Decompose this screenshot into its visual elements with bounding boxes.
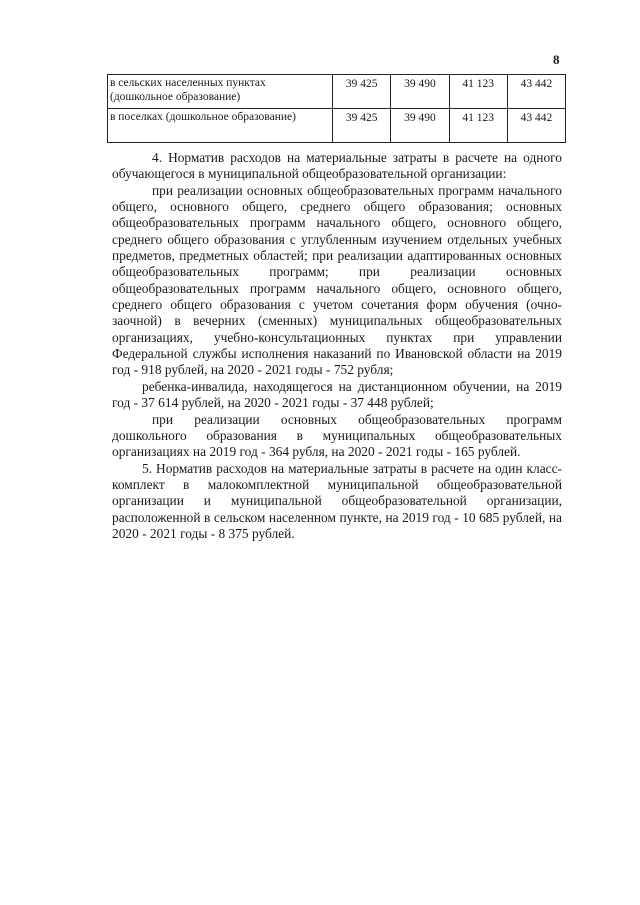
document-body: [112, 150, 562, 542]
table-cell-value: 39 425: [333, 109, 391, 143]
table-cell-label: [108, 109, 333, 143]
table-row: [108, 109, 566, 143]
table-cell-value: 43 442: [507, 75, 565, 109]
paragraph-5: 5. Норматив расходов на материальные затраты в расчете на один класс-комплект в малокомплектной муниципальной общеобразовательной организации и муниципальной общеобразовательной организации, расположенной в сельском населенном пункте, на 2019 год - 10 685 рублей, на 2020 - 2021 годы - 8 375 рублей.: [112, 460, 562, 541]
table-cell-value: 39 490: [391, 75, 449, 109]
row-label-line: (дошкольное образование): [110, 91, 241, 103]
table-cell-value: 41 123: [449, 75, 507, 109]
row-label-line: в поселках: [110, 111, 163, 123]
paragraph-4-item-3: при реализации основных общеобразовательных программ дошкольного образования в муниципальных общеобразовательных организациях на 2019 год - 364 рубля, на 2020 - 2021 годы - 165 рублей.: [112, 411, 562, 460]
row-label-line: в сельских населенных пунктах: [110, 77, 266, 89]
paragraph-4-heading: 4. Норматив расходов на материальные затраты в расчете на одного обучающегося в муниципальной общеобразовательной организации:: [112, 150, 562, 182]
paragraph-4-item-1: при реализации основных общеобразовательных программ начального общего, основного общего, среднего общего образования; основных общеобразовательных программ начального общего, основного общего, среднего общего образования с углубленным изучением отдельных учебных предметов, предметных областей; при реализации адаптированных основных общеобразовательных программ; при реализации основных общеобразовательных программ начального общего, основного общего, среднего общего образования с учетом сочетания форм обучения (очно-заочной) в вечерних (сменных) муниципальных общеобразовательных организациях, учебно-консультационных пунктах при управлении Федеральной службы исполнения наказаний по Ивановской области на 2019 год - 918 рублей, на 2020 - 2021 годы - 752 рубля;: [112, 182, 562, 378]
table-cell-label: [108, 75, 333, 109]
table-row: [108, 75, 566, 109]
row-label-line: (дошкольное образование): [165, 111, 296, 123]
paragraph-4-item-2: ребенка-инвалида, находящегося на дистанционном обучении, на 2019 год - 37 614 рублей, на 2020 - 2021 годы - 37 448 рублей;: [112, 378, 562, 411]
table-cell-value: 39 490: [391, 109, 449, 143]
norms-table: [107, 74, 566, 143]
page-number: 8: [553, 52, 560, 67]
table-cell-value: 39 425: [333, 75, 391, 109]
table-cell-value: 43 442: [507, 109, 565, 143]
table-cell-value: 41 123: [449, 109, 507, 143]
